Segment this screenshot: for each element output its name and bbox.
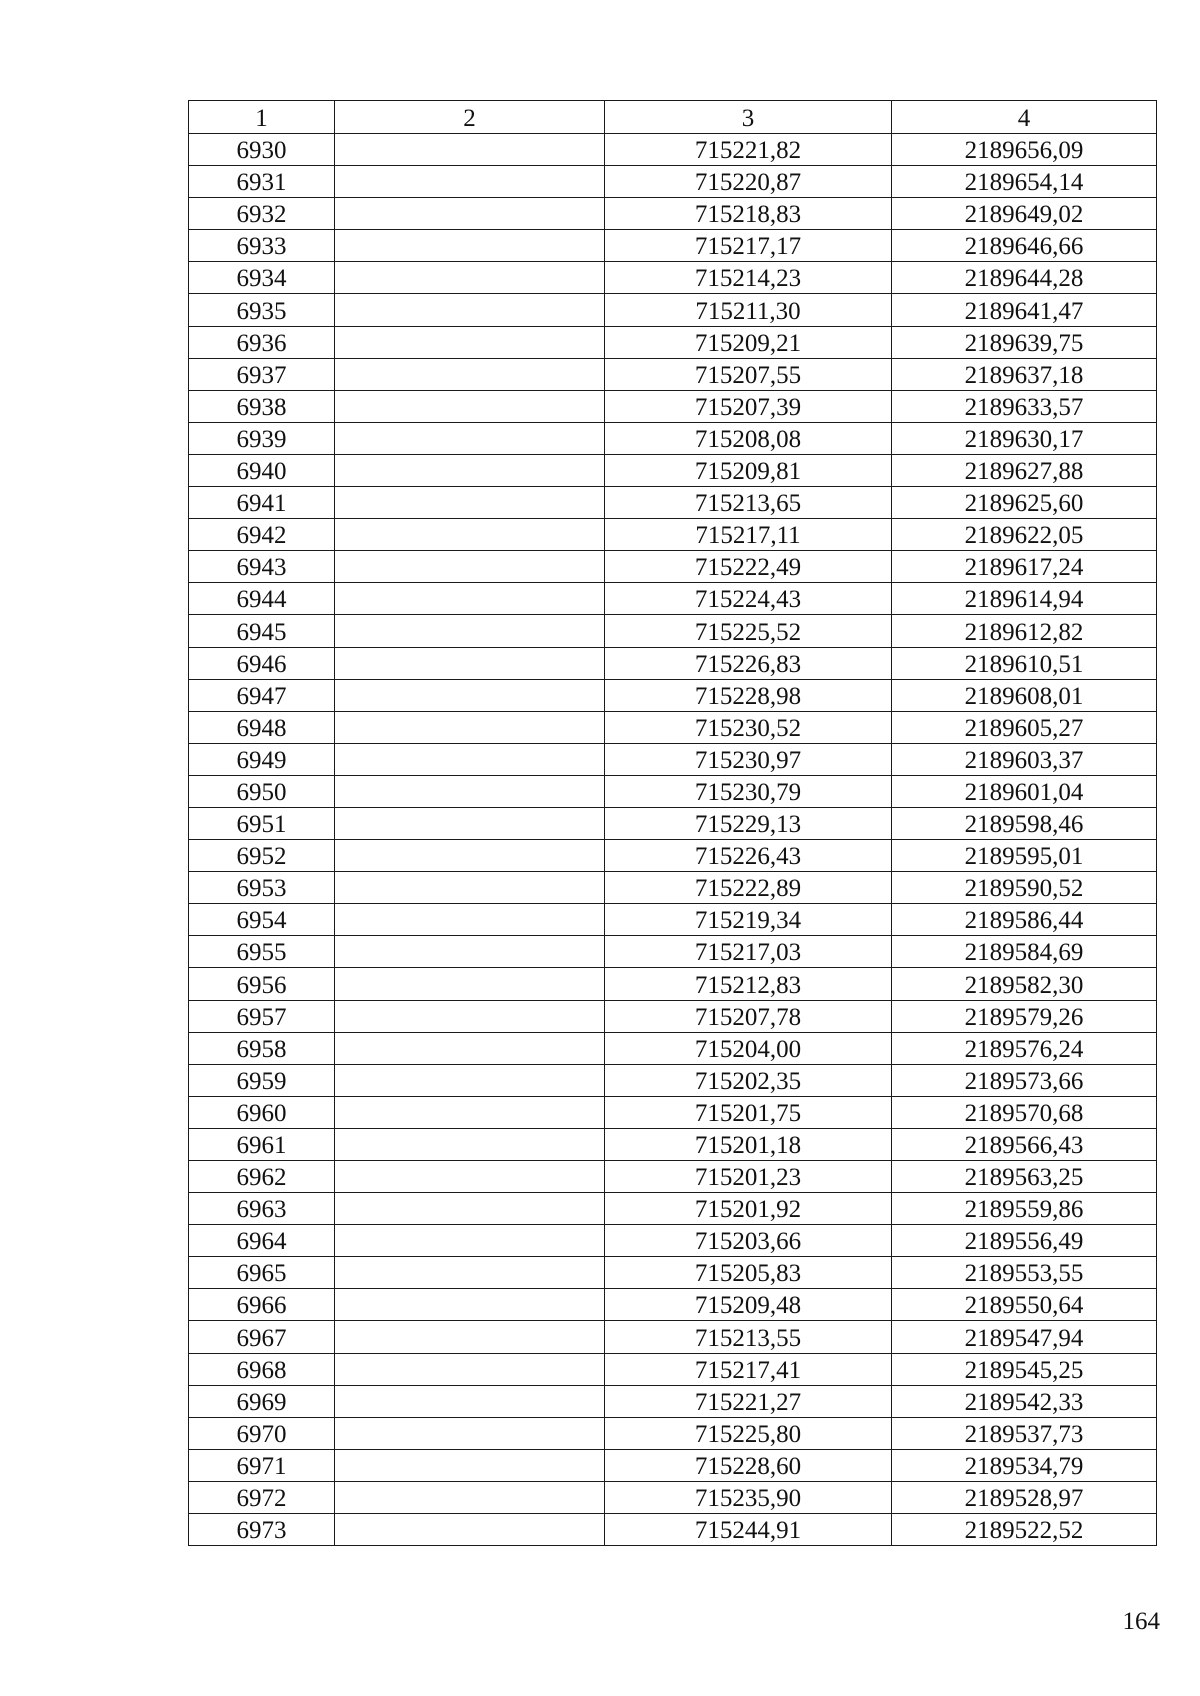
x-coordinate-cell: 715228,98 xyxy=(605,679,892,711)
column-header-2: 2 xyxy=(335,101,605,134)
y-coordinate-cell: 2189649,02 xyxy=(892,198,1157,230)
column-2-cell xyxy=(335,358,605,390)
column-2-cell xyxy=(335,134,605,166)
y-coordinate-cell: 2189603,37 xyxy=(892,743,1157,775)
y-coordinate-cell: 2189622,05 xyxy=(892,519,1157,551)
column-2-cell xyxy=(335,1353,605,1385)
table-row xyxy=(189,743,1157,775)
x-coordinate-cell: 715229,13 xyxy=(605,807,892,839)
table-row xyxy=(189,454,1157,486)
point-number-cell: 6941 xyxy=(189,487,335,519)
column-2-cell xyxy=(335,711,605,743)
column-2-cell xyxy=(335,519,605,551)
column-2-cell xyxy=(335,679,605,711)
table-row xyxy=(189,1257,1157,1289)
x-coordinate-cell: 715226,83 xyxy=(605,647,892,679)
column-2-cell xyxy=(335,454,605,486)
table-row xyxy=(189,775,1157,807)
table-row xyxy=(189,326,1157,358)
point-number-cell: 6944 xyxy=(189,583,335,615)
column-2-cell xyxy=(335,1225,605,1257)
x-coordinate-cell: 715209,48 xyxy=(605,1289,892,1321)
point-number-cell: 6957 xyxy=(189,1000,335,1032)
y-coordinate-cell: 2189617,24 xyxy=(892,551,1157,583)
column-2-cell xyxy=(335,262,605,294)
y-coordinate-cell: 2189590,52 xyxy=(892,872,1157,904)
point-number-cell: 6969 xyxy=(189,1385,335,1417)
y-coordinate-cell: 2189598,46 xyxy=(892,807,1157,839)
y-coordinate-cell: 2189582,30 xyxy=(892,968,1157,1000)
x-coordinate-cell: 715212,83 xyxy=(605,968,892,1000)
x-coordinate-cell: 715201,75 xyxy=(605,1096,892,1128)
column-2-cell xyxy=(335,487,605,519)
y-coordinate-cell: 2189550,64 xyxy=(892,1289,1157,1321)
point-number-cell: 6939 xyxy=(189,422,335,454)
column-2-cell xyxy=(335,166,605,198)
y-coordinate-cell: 2189595,01 xyxy=(892,840,1157,872)
point-number-cell: 6960 xyxy=(189,1096,335,1128)
x-coordinate-cell: 715211,30 xyxy=(605,294,892,326)
column-2-cell xyxy=(335,1096,605,1128)
point-number-cell: 6942 xyxy=(189,519,335,551)
y-coordinate-cell: 2189637,18 xyxy=(892,358,1157,390)
point-number-cell: 6948 xyxy=(189,711,335,743)
point-number-cell: 6938 xyxy=(189,390,335,422)
column-2-cell xyxy=(335,1385,605,1417)
point-number-cell: 6955 xyxy=(189,936,335,968)
y-coordinate-cell: 2189625,60 xyxy=(892,487,1157,519)
table-row xyxy=(189,230,1157,262)
y-coordinate-cell: 2189545,25 xyxy=(892,1353,1157,1385)
page-number: 164 xyxy=(1122,1608,1160,1635)
table-row xyxy=(189,422,1157,454)
y-coordinate-cell: 2189610,51 xyxy=(892,647,1157,679)
table-row xyxy=(189,1449,1157,1481)
point-number-cell: 6940 xyxy=(189,454,335,486)
x-coordinate-cell: 715204,00 xyxy=(605,1032,892,1064)
column-2-cell xyxy=(335,583,605,615)
x-coordinate-cell: 715201,18 xyxy=(605,1128,892,1160)
y-coordinate-cell: 2189570,68 xyxy=(892,1096,1157,1128)
x-coordinate-cell: 715221,27 xyxy=(605,1385,892,1417)
table-row xyxy=(189,583,1157,615)
point-number-cell: 6971 xyxy=(189,1449,335,1481)
x-coordinate-cell: 715220,87 xyxy=(605,166,892,198)
x-coordinate-cell: 715203,66 xyxy=(605,1225,892,1257)
y-coordinate-cell: 2189586,44 xyxy=(892,904,1157,936)
table-row xyxy=(189,1193,1157,1225)
point-number-cell: 6937 xyxy=(189,358,335,390)
y-coordinate-cell: 2189627,88 xyxy=(892,454,1157,486)
column-2-cell xyxy=(335,872,605,904)
y-coordinate-cell: 2189542,33 xyxy=(892,1385,1157,1417)
point-number-cell: 6970 xyxy=(189,1417,335,1449)
table-row xyxy=(189,1321,1157,1353)
y-coordinate-cell: 2189641,47 xyxy=(892,294,1157,326)
x-coordinate-cell: 715235,90 xyxy=(605,1481,892,1513)
x-coordinate-cell: 715222,89 xyxy=(605,872,892,904)
point-number-cell: 6966 xyxy=(189,1289,335,1321)
point-number-cell: 6962 xyxy=(189,1161,335,1193)
y-coordinate-cell: 2189608,01 xyxy=(892,679,1157,711)
y-coordinate-cell: 2189537,73 xyxy=(892,1417,1157,1449)
y-coordinate-cell: 2189556,49 xyxy=(892,1225,1157,1257)
column-2-cell xyxy=(335,1449,605,1481)
column-2-cell xyxy=(335,1321,605,1353)
x-coordinate-cell: 715213,55 xyxy=(605,1321,892,1353)
y-coordinate-cell: 2189633,57 xyxy=(892,390,1157,422)
table-row xyxy=(189,166,1157,198)
y-coordinate-cell: 2189534,79 xyxy=(892,1449,1157,1481)
table-row xyxy=(189,1161,1157,1193)
table-row xyxy=(189,358,1157,390)
y-coordinate-cell: 2189605,27 xyxy=(892,711,1157,743)
column-2-cell xyxy=(335,1032,605,1064)
point-number-cell: 6936 xyxy=(189,326,335,358)
x-coordinate-cell: 715228,60 xyxy=(605,1449,892,1481)
column-2-cell xyxy=(335,904,605,936)
y-coordinate-cell: 2189528,97 xyxy=(892,1481,1157,1513)
table-row xyxy=(189,1417,1157,1449)
table-row xyxy=(189,1481,1157,1513)
column-2-cell xyxy=(335,1481,605,1513)
table-row xyxy=(189,647,1157,679)
point-number-cell: 6933 xyxy=(189,230,335,262)
column-2-cell xyxy=(335,936,605,968)
y-coordinate-cell: 2189576,24 xyxy=(892,1032,1157,1064)
point-number-cell: 6946 xyxy=(189,647,335,679)
column-2-cell xyxy=(335,1161,605,1193)
table-row xyxy=(189,294,1157,326)
x-coordinate-cell: 715207,55 xyxy=(605,358,892,390)
point-number-cell: 6951 xyxy=(189,807,335,839)
column-2-cell xyxy=(335,1000,605,1032)
table-row xyxy=(189,615,1157,647)
table-body xyxy=(189,134,1157,1546)
point-number-cell: 6956 xyxy=(189,968,335,1000)
x-coordinate-cell: 715207,78 xyxy=(605,1000,892,1032)
column-2-cell xyxy=(335,551,605,583)
x-coordinate-cell: 715209,21 xyxy=(605,326,892,358)
table-row xyxy=(189,840,1157,872)
table-row xyxy=(189,1385,1157,1417)
point-number-cell: 6932 xyxy=(189,198,335,230)
x-coordinate-cell: 715217,41 xyxy=(605,1353,892,1385)
x-coordinate-cell: 715217,11 xyxy=(605,519,892,551)
column-2-cell xyxy=(335,647,605,679)
column-2-cell xyxy=(335,1193,605,1225)
point-number-cell: 6953 xyxy=(189,872,335,904)
point-number-cell: 6934 xyxy=(189,262,335,294)
point-number-cell: 6961 xyxy=(189,1128,335,1160)
y-coordinate-cell: 2189654,14 xyxy=(892,166,1157,198)
point-number-cell: 6949 xyxy=(189,743,335,775)
table-row xyxy=(189,968,1157,1000)
table-row xyxy=(189,487,1157,519)
x-coordinate-cell: 715209,81 xyxy=(605,454,892,486)
x-coordinate-cell: 715205,83 xyxy=(605,1257,892,1289)
table-row xyxy=(189,198,1157,230)
x-coordinate-cell: 715207,39 xyxy=(605,390,892,422)
coordinates-table xyxy=(188,100,1157,1546)
table-row xyxy=(189,1064,1157,1096)
table-row xyxy=(189,936,1157,968)
x-coordinate-cell: 715225,52 xyxy=(605,615,892,647)
column-2-cell xyxy=(335,1514,605,1546)
point-number-cell: 6973 xyxy=(189,1514,335,1546)
y-coordinate-cell: 2189646,66 xyxy=(892,230,1157,262)
column-2-cell xyxy=(335,390,605,422)
y-coordinate-cell: 2189566,43 xyxy=(892,1128,1157,1160)
column-2-cell xyxy=(335,326,605,358)
table-row xyxy=(189,519,1157,551)
column-2-cell xyxy=(335,807,605,839)
x-coordinate-cell: 715230,97 xyxy=(605,743,892,775)
table-header xyxy=(189,101,1157,134)
x-coordinate-cell: 715225,80 xyxy=(605,1417,892,1449)
y-coordinate-cell: 2189656,09 xyxy=(892,134,1157,166)
x-coordinate-cell: 715221,82 xyxy=(605,134,892,166)
point-number-cell: 6967 xyxy=(189,1321,335,1353)
table-row xyxy=(189,904,1157,936)
table-row xyxy=(189,262,1157,294)
x-coordinate-cell: 715218,83 xyxy=(605,198,892,230)
table-row xyxy=(189,1353,1157,1385)
column-2-cell xyxy=(335,230,605,262)
y-coordinate-cell: 2189553,55 xyxy=(892,1257,1157,1289)
x-coordinate-cell: 715214,23 xyxy=(605,262,892,294)
x-coordinate-cell: 715222,49 xyxy=(605,551,892,583)
table-row xyxy=(189,1225,1157,1257)
table-row xyxy=(189,872,1157,904)
point-number-cell: 6952 xyxy=(189,840,335,872)
column-header-4: 4 xyxy=(892,101,1157,134)
y-coordinate-cell: 2189579,26 xyxy=(892,1000,1157,1032)
x-coordinate-cell: 715226,43 xyxy=(605,840,892,872)
column-2-cell xyxy=(335,198,605,230)
y-coordinate-cell: 2189559,86 xyxy=(892,1193,1157,1225)
x-coordinate-cell: 715202,35 xyxy=(605,1064,892,1096)
column-2-cell xyxy=(335,1257,605,1289)
table-row xyxy=(189,1514,1157,1546)
column-2-cell xyxy=(335,1417,605,1449)
header-row xyxy=(189,101,1157,134)
point-number-cell: 6930 xyxy=(189,134,335,166)
x-coordinate-cell: 715224,43 xyxy=(605,583,892,615)
point-number-cell: 6945 xyxy=(189,615,335,647)
point-number-cell: 6943 xyxy=(189,551,335,583)
x-coordinate-cell: 715230,52 xyxy=(605,711,892,743)
x-coordinate-cell: 715201,92 xyxy=(605,1193,892,1225)
column-header-3: 3 xyxy=(605,101,892,134)
table-row xyxy=(189,1289,1157,1321)
column-2-cell xyxy=(335,422,605,454)
y-coordinate-cell: 2189584,69 xyxy=(892,936,1157,968)
x-coordinate-cell: 715213,65 xyxy=(605,487,892,519)
point-number-cell: 6947 xyxy=(189,679,335,711)
column-2-cell xyxy=(335,743,605,775)
point-number-cell: 6968 xyxy=(189,1353,335,1385)
y-coordinate-cell: 2189612,82 xyxy=(892,615,1157,647)
point-number-cell: 6950 xyxy=(189,775,335,807)
y-coordinate-cell: 2189639,75 xyxy=(892,326,1157,358)
x-coordinate-cell: 715217,03 xyxy=(605,936,892,968)
y-coordinate-cell: 2189614,94 xyxy=(892,583,1157,615)
table-row xyxy=(189,1000,1157,1032)
table-row xyxy=(189,1032,1157,1064)
table-row xyxy=(189,551,1157,583)
table-row xyxy=(189,679,1157,711)
point-number-cell: 6963 xyxy=(189,1193,335,1225)
table-row xyxy=(189,1096,1157,1128)
point-number-cell: 6931 xyxy=(189,166,335,198)
column-2-cell xyxy=(335,1289,605,1321)
table-row xyxy=(189,1128,1157,1160)
y-coordinate-cell: 2189601,04 xyxy=(892,775,1157,807)
column-2-cell xyxy=(335,968,605,1000)
point-number-cell: 6964 xyxy=(189,1225,335,1257)
column-2-cell xyxy=(335,294,605,326)
table-row xyxy=(189,390,1157,422)
x-coordinate-cell: 715244,91 xyxy=(605,1514,892,1546)
x-coordinate-cell: 715217,17 xyxy=(605,230,892,262)
column-header-1: 1 xyxy=(189,101,335,134)
y-coordinate-cell: 2189630,17 xyxy=(892,422,1157,454)
x-coordinate-cell: 715219,34 xyxy=(605,904,892,936)
column-2-cell xyxy=(335,615,605,647)
table-row xyxy=(189,134,1157,166)
point-number-cell: 6958 xyxy=(189,1032,335,1064)
y-coordinate-cell: 2189522,52 xyxy=(892,1514,1157,1546)
column-2-cell xyxy=(335,1064,605,1096)
point-number-cell: 6965 xyxy=(189,1257,335,1289)
column-2-cell xyxy=(335,840,605,872)
table-row xyxy=(189,807,1157,839)
point-number-cell: 6935 xyxy=(189,294,335,326)
y-coordinate-cell: 2189547,94 xyxy=(892,1321,1157,1353)
column-2-cell xyxy=(335,1128,605,1160)
x-coordinate-cell: 715230,79 xyxy=(605,775,892,807)
y-coordinate-cell: 2189563,25 xyxy=(892,1161,1157,1193)
column-2-cell xyxy=(335,775,605,807)
x-coordinate-cell: 715208,08 xyxy=(605,422,892,454)
x-coordinate-cell: 715201,23 xyxy=(605,1161,892,1193)
point-number-cell: 6959 xyxy=(189,1064,335,1096)
y-coordinate-cell: 2189573,66 xyxy=(892,1064,1157,1096)
point-number-cell: 6954 xyxy=(189,904,335,936)
y-coordinate-cell: 2189644,28 xyxy=(892,262,1157,294)
point-number-cell: 6972 xyxy=(189,1481,335,1513)
table-row xyxy=(189,711,1157,743)
